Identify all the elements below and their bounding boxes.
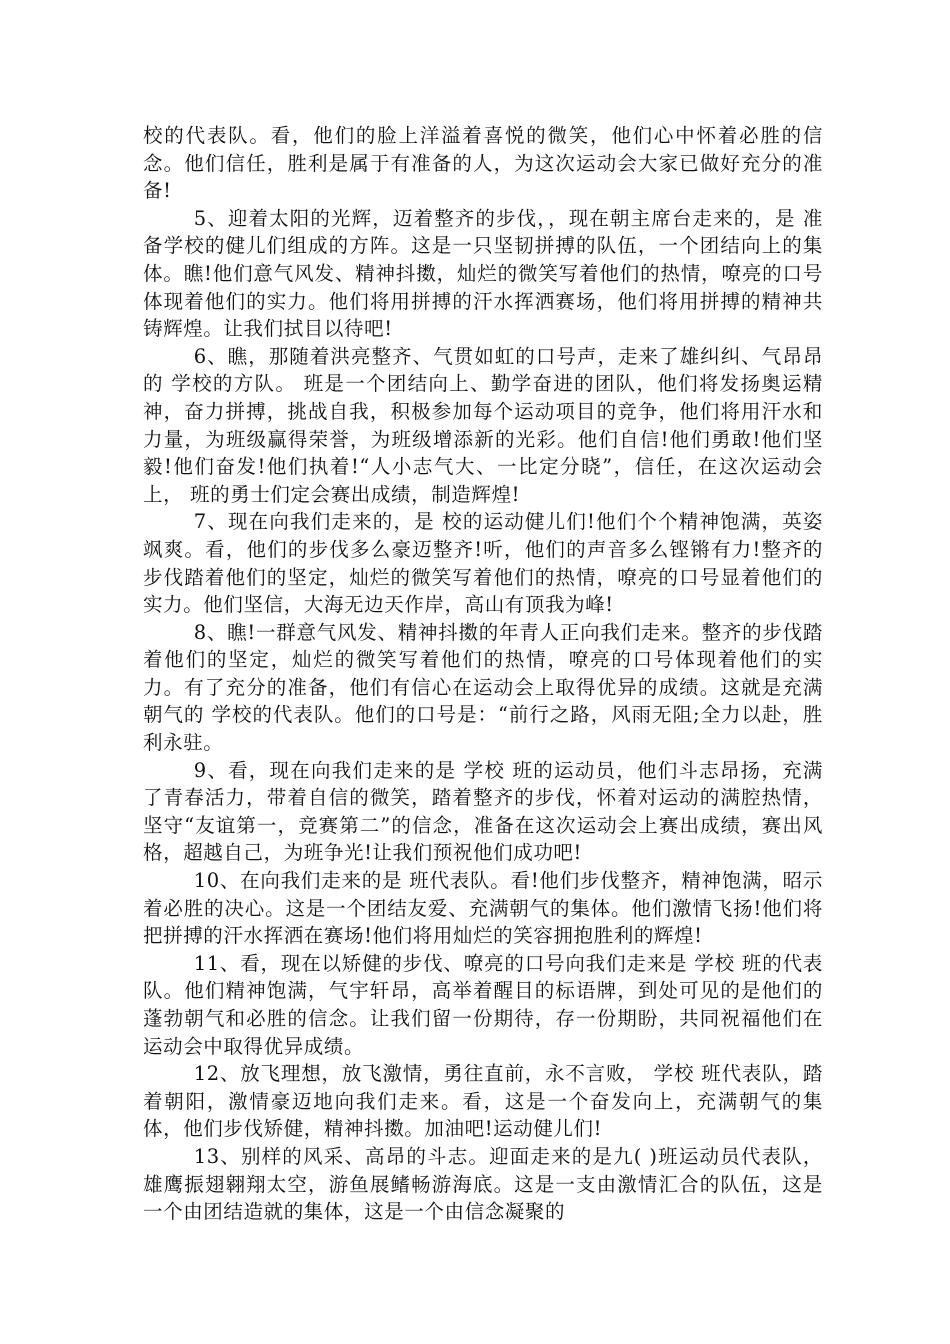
paragraph-11: 11、看，现在以矫健的步伐、嘹亮的口号向我们走来是 学校 班的代表队。他们精神饱满，气宇轩昂，高举着醒目的标语牌，到处可见的是他们的蓬勃朝气和必胜的信念。让我们留一份期待，存一份期盼，共同祝福他们在运动会中取得优异成绩。 [143,951,823,1058]
paragraph-12: 12、放飞理想，放飞激情，勇往直前，永不言败， 学校 班代表队，踏着朝阳，激情豪迈地向我们走来。看，这是一个奋发向上，充满朝气的集体，他们步伐矫健，精神抖擞。加油吧!运动健儿们! [143,1062,823,1141]
paragraph-9: 9、看，现在向我们走来的是 学校 班的运动员，他们斗志昂扬，充满了青春活力，带着自信的微笑，踏着整齐的步伐，怀着对运动的满腔热情，坚守“友谊第一，竞赛第二”的信念，准备在这次运动会上赛出成绩，赛出风格，超越自己，为班争光!让我们预祝他们成功吧! [143,758,823,865]
paragraph-continued: 校的代表队。看，他们的脸上洋溢着喜悦的微笑，他们心中怀着必胜的信念。他们信任，胜利是属于有准备的人，为这次运动会大家已做好充分的准备! [143,124,823,203]
paragraph-10: 10、在向我们走来的是 班代表队。看!他们步伐整齐，精神饱满，昭示着必胜的决心。这是一个团结友爱、充满朝气的集体。他们激情飞扬!他们将把拼搏的汗水挥洒在赛场!他们将用灿烂的笑容拥抱胜利的辉煌! [143,869,823,948]
paragraph-6: 6、瞧，那随着洪亮整齐、气贯如虹的口号声，走来了雄纠纠、气昂昂的 学校的方队。 班是一个团结向上、勤学奋进的团队，他们将发扬奥运精神，奋力拼搏，挑战自我，积极参加每个运动项目的竞争，他们将用汗水和力量，为班级赢得荣誉，为班级增添新的光彩。他们自信!他们勇敢!他们坚毅!他们奋发!他们执着!“人小志气大、一比定分晓”，信任，在这次运动会上， 班的勇士们定会赛出成绩，制造辉煌! [143,344,823,506]
paragraph-13: 13、别样的风采、高昂的斗志。迎面走来的是九( )班运动员代表队，雄鹰振翅翱翔太空，游鱼展鳍畅游海底。这是一支由激情汇合的队伍，这是一个由团结造就的集体，这是一个由信念凝聚的 [143,1144,823,1224]
paragraph-7: 7、现在向我们走来的，是 校的运动健儿们!他们个个精神饱满，英姿飒爽。看，他们的步伐多么豪迈整齐!听，他们的声音多么铿锵有力!整齐的步伐踏着他们的坚定，灿烂的微笑写着他们的热情，嘹亮的口号显着他们的实力。他们坚信，大海无边天作岸，高山有顶我为峰! [143,510,823,617]
paragraph-8: 8、瞧!一群意气风发、精神抖擞的年青人正向我们走来。整齐的步伐踏着他们的坚定，灿烂的微笑写着他们的热情，嘹亮的口号体现着他们的实力。有了充分的准备，他们有信心在运动会上取得优异的成绩。这就是充满朝气的 学校的代表队。他们的口号是：“前行之路，风雨无阻;全力以赴，胜利永驻。 [143,620,823,755]
paragraph-5: 5、迎着太阳的光辉，迈着整齐的步伐，，现在朝主席台走来的，是 准备学校的健儿们组成的方阵。这是一只坚韧拼搏的队伍，一个团结向上的集体。瞧!他们意气风发、精神抖擞，灿烂的微笑写着他们的热情，嘹亮的口号体现着他们的实力。他们将用拼搏的汗水挥洒赛场，他们将用拼搏的精神共铸辉煌。让我们拭目以待吧! [143,206,823,341]
document-body [143,122,823,1226]
